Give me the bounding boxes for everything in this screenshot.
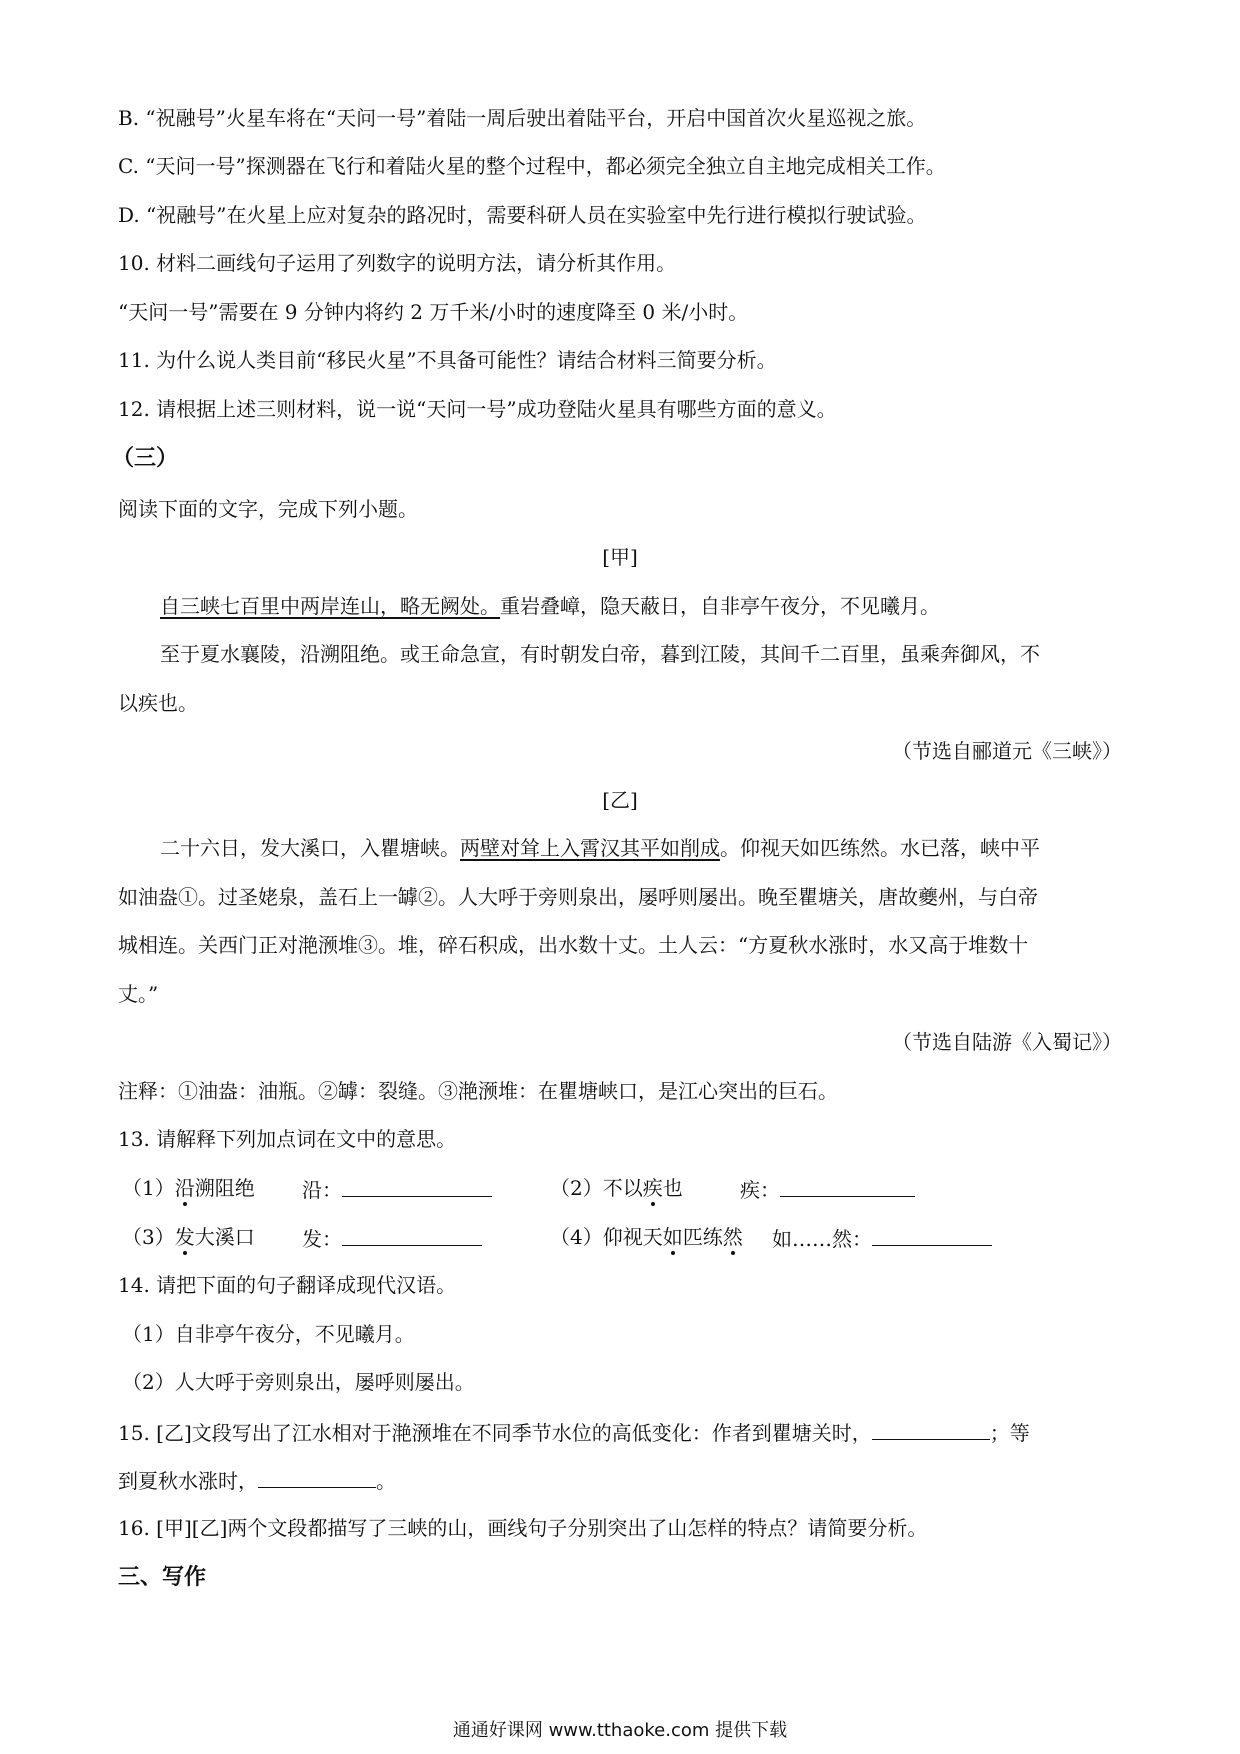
passage-jia-label: [甲] xyxy=(602,545,638,569)
section-writing-heading: 三、写作 xyxy=(118,1565,207,1590)
passage-yi-line-4: 丈。” xyxy=(118,982,159,1006)
passage-yi-line-1: 二十六日，发大溪口，入瞿塘峡。两壁对耸上入霄汉其平如削成。仰视天如匹练然。水已落，峡中平 xyxy=(160,836,1040,860)
question-15-cont: 到夏秋水涨时， 。 xyxy=(118,1465,396,1495)
answer-blank[interactable] xyxy=(342,1223,482,1246)
underlined-sentence-yi: 两壁对耸上入霄汉其平如削成 xyxy=(460,836,720,860)
section-3-heading: （三） xyxy=(112,446,179,471)
question-14-item-2: （2）人大呼于旁则泉出，屡呼则屡出。 xyxy=(122,1370,475,1394)
underlined-sentence-jia: 自三峡七百里中两岸连山，略无阙处。 xyxy=(160,594,500,618)
question-10: 10. 材料二画线句子运用了列数字的说明方法，请分析其作用。 xyxy=(118,251,677,275)
passage-yi-line-3: 城相连。关西门正对滟滪堆③。堆，碎石积成，出水数十丈。土人云：“方夏秋水涨时，水又高于堆数十 xyxy=(118,933,1029,957)
question-13-item-2: （2）不以疾也 xyxy=(550,1176,683,1200)
question-13-item-4: （4）仰视天如匹练然 xyxy=(550,1225,743,1249)
answer-blank[interactable] xyxy=(780,1174,915,1197)
question-13-item-4-answer: 如……然： xyxy=(772,1223,992,1253)
passage-jia-paragraph-2-cont: 以疾也。 xyxy=(118,691,198,715)
question-15: 15. [乙]文段写出了江水相对于滟滪堆在不同季节水位的高低变化：作者到瞿塘关时， ；等 xyxy=(118,1417,1030,1447)
page-footer: 通通好课网 www.tthaoke.com 提供下载 xyxy=(452,1720,788,1741)
question-13-item-3: （3）发大溪口 xyxy=(122,1225,255,1249)
question-16: 16. [甲][乙]两个文段都描写了三峡的山，画线句子分别突出了山怎样的特点？请简要分析。 xyxy=(118,1516,928,1540)
passage-yi-label: [乙] xyxy=(602,788,638,812)
question-13-item-2-answer: 疾： xyxy=(740,1174,915,1204)
question-14-item-1: （1）自非亭午夜分，不见曦月。 xyxy=(122,1322,415,1346)
answer-blank[interactable] xyxy=(872,1417,990,1440)
reading-instruction: 阅读下面的文字，完成下列小题。 xyxy=(118,497,418,521)
passage-yi-line-2: 如油盎①。过圣姥泉，盖石上一罅②。人大呼于旁则泉出，屡呼则屡出。晚至瞿塘关，唐故夔州，与白帝 xyxy=(118,885,1038,909)
question-13-item-1-answer: 沿： xyxy=(302,1174,492,1204)
question-10-quote: “天问一号”需要在 9 分钟内将约 2 万千米/小时的速度降至 0 米/小时。 xyxy=(118,300,749,324)
answer-blank[interactable] xyxy=(872,1223,992,1246)
question-13-item-3-answer: 发： xyxy=(302,1223,482,1253)
question-13: 13. 请解释下列加点词在文中的意思。 xyxy=(118,1127,457,1151)
answer-blank[interactable] xyxy=(342,1174,492,1197)
question-11: 11. 为什么说人类目前“移民火星”不具备可能性？请结合材料三简要分析。 xyxy=(118,348,777,372)
annotations: 注释：①油盎：油瓶。②罅：裂缝。③滟滪堆：在瞿塘峡口，是江心突出的巨石。 xyxy=(118,1079,838,1103)
question-14: 14. 请把下面的句子翻译成现代汉语。 xyxy=(118,1273,457,1297)
option-b: B. “祝融号”火星车将在“天问一号”着陆一周后驶出着陆平台，开启中国首次火星巡视之旅。 xyxy=(118,106,927,130)
option-d: D. “祝融号”在火星上应对复杂的路况时，需要科研人员在实验室中先行进行模拟行驶试验。 xyxy=(118,203,927,227)
passage-jia-source: （节选自郦道元《三峡》） xyxy=(892,739,1122,763)
passage-jia-paragraph-1: 自三峡七百里中两岸连山，略无阙处。重岩叠嶂，隐天蔽日，自非亭午夜分，不见曦月。 xyxy=(160,594,940,618)
passage-yi-source: （节选自陆游《入蜀记》） xyxy=(892,1030,1122,1054)
option-c: C. “天问一号”探测器在飞行和着陆火星的整个过程中，都必须完全独立自主地完成相关工作。 xyxy=(118,154,946,178)
passage-jia-paragraph-2: 至于夏水襄陵，沿溯阻绝。或王命急宣，有时朝发白帝，暮到江陵，其间千二百里，虽乘奔御风，不 xyxy=(160,642,1040,666)
question-12: 12. 请根据上述三则材料，说一说“天问一号”成功登陆火星具有哪些方面的意义。 xyxy=(118,397,837,421)
question-13-item-1: （1）沿溯阻绝 xyxy=(122,1176,255,1200)
answer-blank[interactable] xyxy=(258,1465,376,1488)
